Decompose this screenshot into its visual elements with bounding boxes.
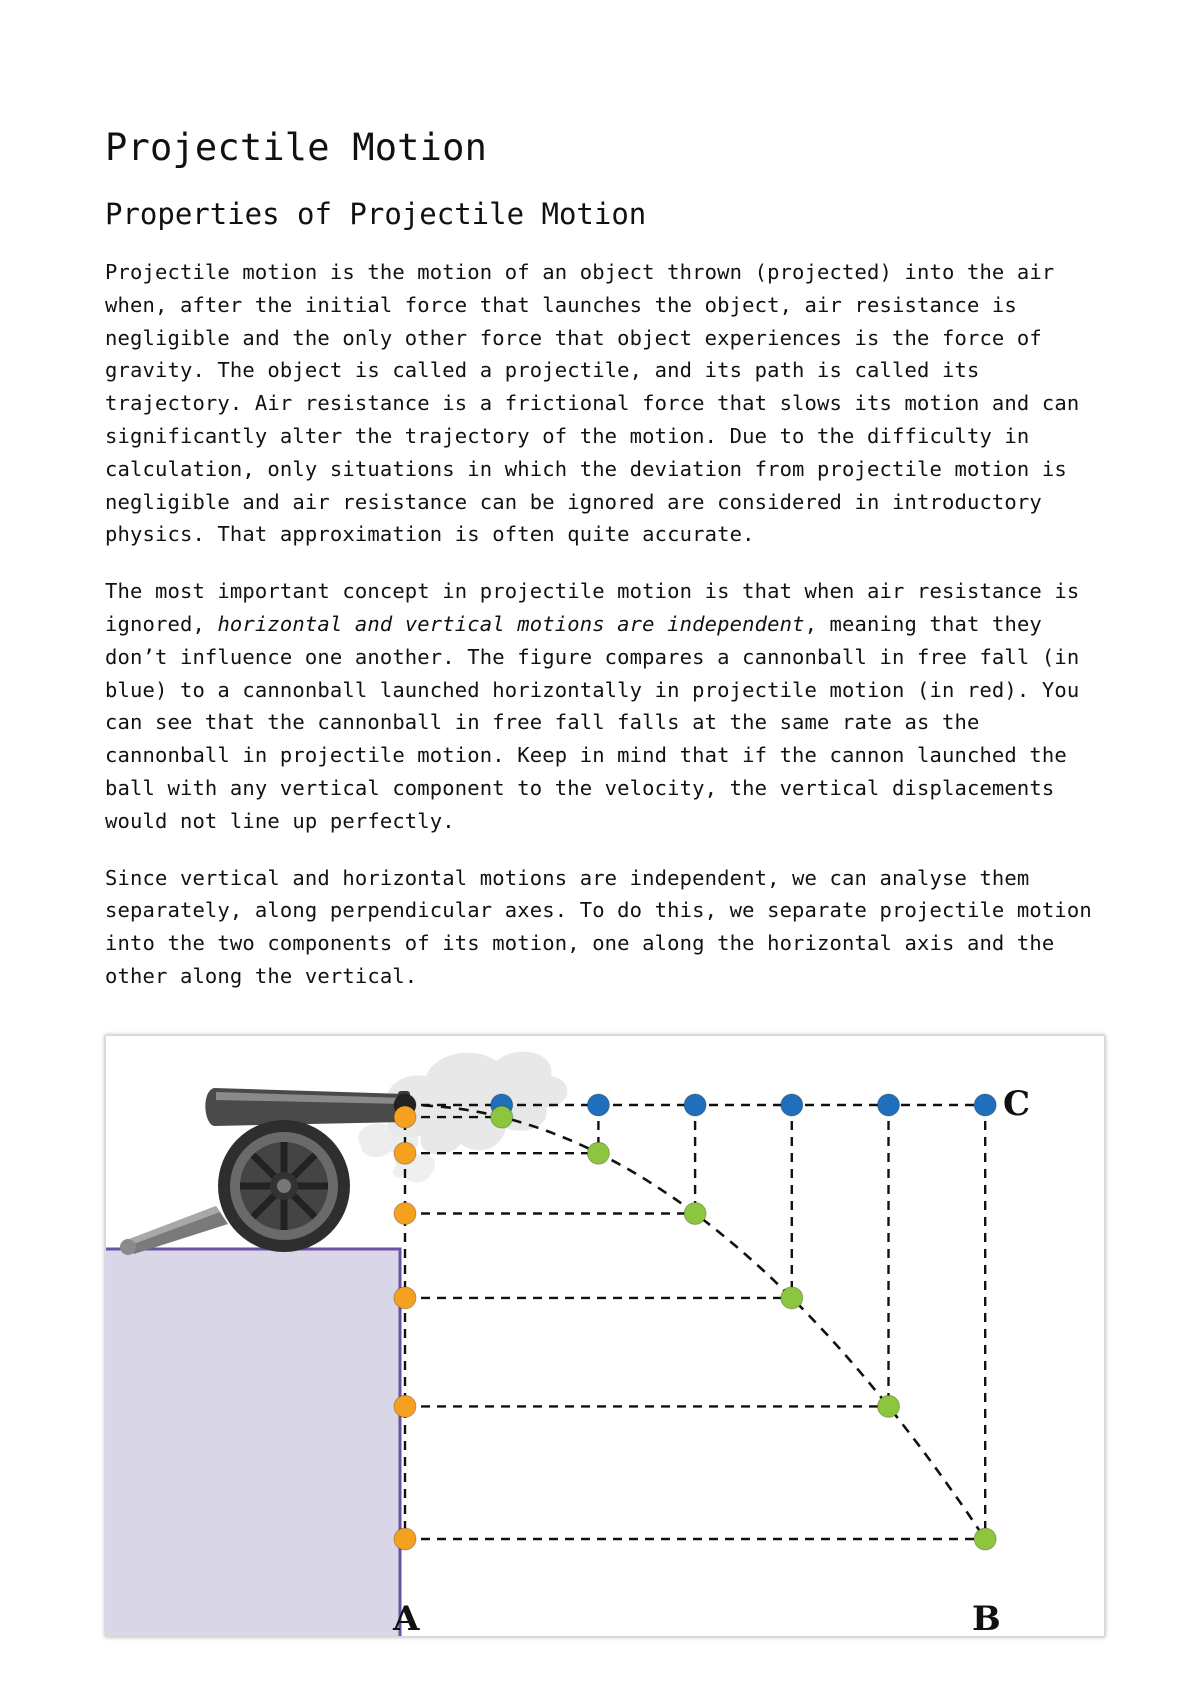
horizontal-ball [587, 1094, 609, 1116]
section-heading: Properties of Projectile Motion [105, 197, 647, 231]
emphasis-text: horizontal and vertical motions are independent [217, 611, 805, 636]
vertical-ball [394, 1203, 416, 1225]
vertical-ball [394, 1395, 416, 1417]
paragraph-text: , meaning that they don’t influence one another. The figure compares a cannonball in free fall (in blue) to a cannonball launched horizontally in projectile motion (in red). You can see that the cannonball in free fall falls at the same rate as the cannonball in projectile motion. Keep in mind that if the cannon launched the ball with any vertical component to the velocity, the vertical displacements would not line up perfectly. [105, 611, 1080, 833]
paragraph-components: Since vertical and horizontal motions are independent, we can analyse them separately, along perpendicular axes. To do this, we separate projectile motion into the two components of its motion, one along the horizontal axis and the other along the vertical. [105, 865, 1092, 988]
vertical-ball [394, 1287, 416, 1309]
projectile-figure [105, 1035, 1105, 1637]
vertical-ball [394, 1528, 416, 1550]
projectile-ball [974, 1528, 996, 1550]
projectile-ball [587, 1142, 609, 1164]
projectile-ball [781, 1287, 803, 1309]
paragraph-independence [105, 575, 1105, 837]
projectile-ball [684, 1203, 706, 1225]
paragraph-text: The most important concept in projectile motion is that when air resistance is ignored, [105, 579, 1080, 636]
page-title: Projectile Motion [105, 126, 488, 169]
guide-lines [405, 1105, 985, 1539]
horizontal-ball [878, 1094, 900, 1116]
cliff [106, 1249, 400, 1636]
point-label-c: C [1003, 1084, 1031, 1124]
projectile-diagram [106, 1036, 1104, 1636]
vertical-ball [394, 1106, 416, 1128]
projectile-ball [878, 1395, 900, 1417]
point-label-a: A [393, 1599, 420, 1636]
vertical-ball [394, 1142, 416, 1164]
horizontal-ball [974, 1094, 996, 1116]
paragraph-intro: Projectile motion is the motion of an object thrown (projected) into the air when, after the initial force that launches the object, air resistance is negligible and the only other force that object experiences is the force of gravity. The object is called a projectile, and its path is called its trajectory. Air resistance is a frictional force that slows its motion and can significantly alter the trajectory of the motion. Due to the difficulty in calculation, only situations in which the deviation from projectile motion is negligible and air resistance can be ignored are considered in introductory physics. That approximation is often quite accurate. [105, 260, 1080, 547]
horizontal-ball [684, 1094, 706, 1116]
horizontal-ball [781, 1094, 803, 1116]
point-label-b: B [972, 1599, 1001, 1636]
projectile-ball [491, 1106, 513, 1128]
cannon-icon [120, 1088, 410, 1255]
document-page [105, 118, 1105, 993]
